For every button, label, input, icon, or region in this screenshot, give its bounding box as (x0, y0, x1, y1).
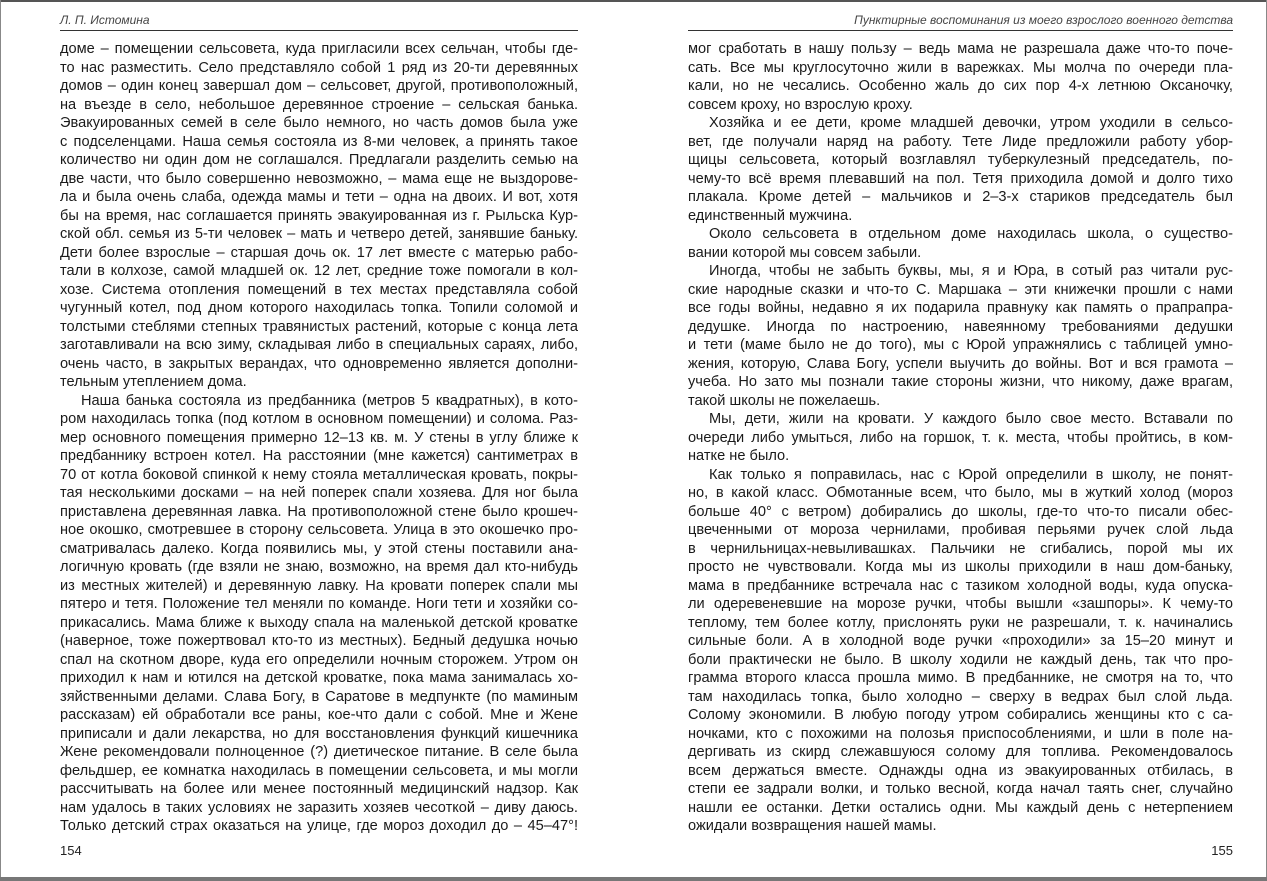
text-line: дедушке. Иногда по настроению, навеянному требованиями дедушки (688, 318, 1233, 335)
text-line: Около сельсовета в отдельном доме находилась школа, о существо- (709, 226, 1233, 242)
text-line: две части, что было совершенно невозможно, – мама еще не выздорове- (60, 170, 578, 187)
text-line: бы на время, нас соглашается принять эвакуированная из г. Рыльска Кур- (60, 207, 578, 224)
text-line: Иногда, чтобы не забыть буквы, мы, я и Юра, в сотый раз читали рус- (709, 263, 1233, 279)
text-line: доме – помещении сельсовета, куда пригласили всех сельчан, чтобы где- (60, 41, 578, 57)
text-line: ром находилась топка (под котлом в основном помещении) и солома. Раз- (60, 411, 578, 427)
text-line: мер основного помещения примерно 12–13 кв. м. У стены в углу ближе к (60, 429, 578, 446)
page-number: 154 (60, 843, 82, 858)
text-line: с подселенцами. Наша семья состояла из 8-ми человек, а принять такое (60, 133, 578, 150)
text-line: чему-то всё время плевавший на пол. Тетя приходила домой и долго тихо (688, 170, 1233, 187)
text-line: Мы, дети, жили на кровати. У каждого было свое место. Вставали по (709, 411, 1233, 427)
text-line: на въезде в село, небольшое деревянное строение – сельская банька. (60, 96, 578, 113)
text-line: логичную кровать (где взяли не знаю, возможно, на время дал кто-нибудь (60, 559, 578, 575)
paragraph (688, 466, 1233, 836)
text-line: все годы войны, недавно я их подарила правнуку как память о прапрапра- (688, 300, 1233, 316)
text-line: Эвакуированных семей в селе было немного, но часть домов была уже (60, 115, 578, 131)
text-line: цвеченными от мороза чернилами, пробивая перьями ручек слой льда (688, 522, 1233, 538)
text-line: такой школы не пожелаешь. (688, 392, 881, 409)
text-line: совсем кроху, но взрослую кроху. (688, 96, 913, 113)
text-line: просто не чувствовали. Когда мы из школы приходили в наш дом-баньку, (688, 559, 1233, 575)
text-line: там находилась топка, было холодно – сверху в ведрах был слой льда. (688, 688, 1233, 705)
text-line: ли одеревеневшие на морозе ручки, чтобы вышли «зашпоры». К чему-то (688, 596, 1233, 612)
text-line: в чернильницах-невыливашках. Пальчики не сгибались, порой мы их (688, 540, 1233, 557)
page-number: 155 (1211, 843, 1233, 858)
text-line: тельным утеплением дома. (60, 374, 247, 390)
text-line: чугунный котел, под дном которого находилась топка. Топили соломой и (60, 300, 578, 316)
text-line: Солому экономили. В любую погоду утром собирались женщины кто с са- (688, 707, 1233, 723)
text-line: зяйственными делами. Слава Богу, в Саратове в медпункте (по маминым (60, 688, 578, 705)
text-line: спал на скотном дворе, куда его определили ночным сторожем. Утром он (60, 651, 578, 668)
text-line: ские народные сказки и что-то С. Маршака – эти книжечки прошли с нами (688, 281, 1233, 298)
text-line: дергивать из скирд слежавшуюся солому для топлива. Рекомендовалось (688, 744, 1233, 760)
text-line: приписали и дали лекарства, но для восстановления функций кишечника (60, 725, 578, 742)
text-line: тая несколькими досками – на ней поперек спали хозяева. Для ног была (60, 485, 578, 501)
text-line: грамма второго класса прошла мимо. В предбаннике, не смотря на то, что (688, 670, 1233, 686)
text-line: Наша банька состояла из предбанника (метров 5 квадратных), в кото- (81, 392, 578, 409)
text-line: вании которой мы совсем забыли. (688, 244, 922, 261)
text-line: теплому, тем более котлу, прислонять руки не разрешали, т. к. начинались (688, 614, 1233, 631)
running-head-author: Л. П. Истомина (60, 13, 578, 31)
text-line: фельдшер, ее комнатка находилась в помещении сельсовета, и мы могли (60, 762, 578, 779)
text-line: приходил к нам и ютился на детской кроватке, пока мама занималась хо- (60, 670, 578, 686)
text-line: Жене рекомендовали полноценное (?) диетическое питание. В селе была (60, 744, 578, 760)
paragraph (688, 410, 1233, 466)
text-line: прикасались. Мама ближе к выходу спала на маленькой детской кроватке (60, 614, 578, 631)
page-right (688, 0, 1233, 881)
text-line: нашли ее останки. Детки остались одни. Мы каждый день с нетерпением (688, 799, 1233, 816)
text-line: Хозяйка и ее дети, кроме младшей девочки, утром уходили в сельсо- (709, 115, 1233, 131)
text-line: рассчитывать на более или менее постоянный медицинский надзор. Как (60, 781, 578, 797)
text-line: очень часто, в закрытых верандах, что одновременно является дополни- (60, 355, 578, 372)
text-line: толстыми стеблями степных травянистых растений, которые с конца лета (60, 318, 578, 335)
text-line: кали, но не чесались. Особенно жаль до сих пор 4-х летнюю Оксаночку, (688, 78, 1233, 94)
text-line: ожидали возвращения нашей мамы. (688, 818, 937, 834)
text-line: но, в какой класс. Обмотанные всем, что было, мы в жуткий холод (мороз (688, 485, 1233, 501)
paragraph (688, 114, 1233, 225)
text-line: мог сработать в нашу пользу – ведь мама не разрешала даже что-то поче- (688, 41, 1233, 57)
running-head-title: Пунктирные воспоминания из моего взрослого военного детства (688, 13, 1233, 31)
frame-bottom-border (0, 877, 1267, 881)
text-line: щицы сельсовета, который возглавлял туберкулезный председатель, по- (688, 152, 1233, 168)
text-line: плакала. Кроме детей – мальчиков и 2–3-х стариков председатель был (688, 189, 1233, 205)
text-line: сматривалась далеко. Когда появились мы, у этой стены поставили ана- (60, 540, 578, 557)
text-line: вет, где получали наряд на работу. Тете Лиде предложили работу убор- (688, 133, 1233, 150)
text-line: ла и была очень слаба, одежда мамы и тети – одна на двоих. И вот, хотя (60, 189, 578, 205)
text-line: единственный мужчина. (688, 207, 853, 224)
text-line: Дети более взрослые – старшая дочь ок. 17 лет вместе с матерью рабо- (60, 244, 578, 261)
text-line: всем держаться вместе. Однажды одна из эвакуированных отбилась, в (688, 762, 1233, 779)
text-line: Как только я поправилась, нас с Юрой определили в школу, не понят- (709, 466, 1233, 483)
text-line: 70 от котла боковой спинкой к нему стояла металлическая кровать, покры- (60, 466, 578, 483)
text-line: боли практически не было. В школу ходили не каждый день, так что про- (688, 651, 1233, 668)
text-line: приставлена деревянная лавка. На противоположной стене было крошеч- (60, 503, 578, 520)
paragraph (60, 392, 578, 836)
text-line: тали в колхозе, самой младшей ок. 12 лет, средние тоже помогали в кол- (60, 263, 578, 279)
page-left (60, 0, 578, 881)
text-line: мама в предбаннике встречала нас с тазиком холодной воды, куда опуска- (688, 577, 1233, 594)
text-line: ской обл. семья из 5-ти человек – мать и четверо детей, занявшие баньку. (60, 226, 578, 242)
text-line: количество ни один дом не соглашался. Предлагали разделить семью на (60, 152, 578, 168)
text-line: из местных жителей) и деревянную лавку. На кровати поперек спали мы (60, 577, 578, 594)
text-line: (наверное, тоже пожертвовал кто-то из местных). Бедный дедушка ночью (60, 633, 578, 649)
text-line: жения, которую, Слава Богу, успели выучить до войны. Вот и вся грамота – (688, 355, 1233, 372)
text-line: заготавливали на всю зиму, складывая либо в специальных сараях, либо, (60, 337, 578, 353)
text-line: степи ее задрали волки, и только весной, когда начал таять снег, случайно (688, 781, 1233, 797)
text-line: ночками, кто с похожими на полозья приспособлениями, и шли в поле на- (688, 725, 1233, 742)
text-line: пятеро и тетя. Положение тел меняли по команде. Ноги тети и хозяйки со- (60, 596, 578, 612)
text-line: сать. Все мы круглосуточно жили в варежках. Мы молча по очереди пла- (688, 59, 1233, 76)
text-line: учеба. Но зато мы познали такие стороны жизни, что никому, даже врагам, (688, 374, 1233, 390)
page-body (688, 40, 1233, 836)
text-line: сильные боли. А в холодной воде ручки «проходили» за 15–20 минут и (688, 633, 1233, 649)
page-body (60, 40, 578, 836)
paragraph (688, 262, 1233, 410)
text-line: рассказам) ей обработали все раны, кое-что дали с собой. Мне и Жене (60, 707, 578, 723)
text-line: хозе. Система отопления помещений в тех местах представляла собой (60, 281, 578, 298)
text-line: больше 40° с ветром) добирались до школы, где-то что-то писали обес- (688, 503, 1233, 520)
text-line: очереди либо умыться, либо на горшок, т. к. места, чтобы пройтись, в ком- (688, 429, 1233, 446)
text-line: предбаннику встроен котел. На расстоянии (мне кажется) сантиметрах в (60, 448, 578, 464)
paragraph (688, 225, 1233, 262)
paragraph (60, 40, 578, 392)
text-line: натке не было. (688, 448, 790, 464)
paragraph (688, 40, 1233, 114)
text-line: нам удалось в таких условиях не заразить хозяев чесоткой – диву даюсь. (60, 799, 578, 816)
text-line: домов – один конец завершал дом – сельсовет, другой, противоположный, (60, 78, 578, 94)
text-line: Только детский страх оказаться на улице, где мороз доходил до – 45–47°! (60, 818, 578, 834)
text-line: и тети (маме было не до того), мы с Юрой упражнялись с таблицей умно- (688, 337, 1233, 353)
text-line: то нас разместить. Село представляло собой 1 ряд из 20-ти деревянных (60, 59, 578, 76)
frame-left-border (0, 0, 1, 881)
text-line: ное окошко, смотревшее в сторону сельсовета. Улица в это окошечко про- (60, 522, 578, 538)
